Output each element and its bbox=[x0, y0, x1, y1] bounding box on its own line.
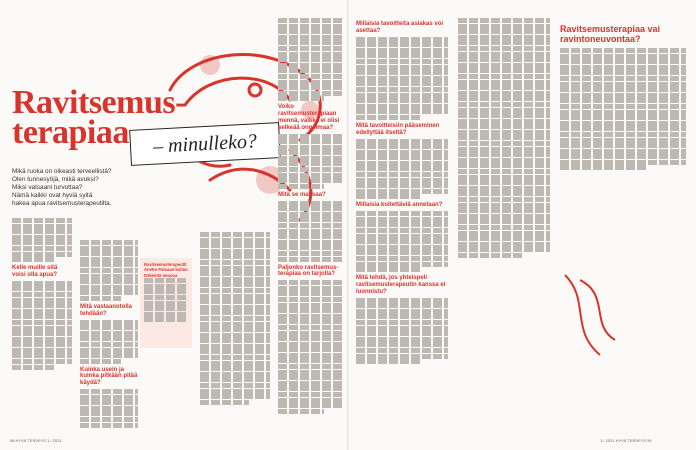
left-column-2 bbox=[80, 240, 138, 428]
intro-questions: Mikä ruoka on oikeasti terveellistä? Olen tunnesyöjä, mikä avuksi? Miksi vatsaani turvottaa? Nämä kaikki ovat hyviä syitä hakea apua ravitsemusterapeutilta. bbox=[12, 168, 112, 207]
subheading: Paljonko ravitsemus-terapiaa on tarjolla? bbox=[278, 264, 339, 278]
sidebar-column bbox=[560, 18, 686, 171]
right-column-1 bbox=[356, 18, 448, 365]
sidebar-title: Ravitsemusterapiaa vai ravintoneuvontaa? bbox=[560, 24, 661, 44]
subheading: Mitä se maksaa? bbox=[278, 191, 326, 198]
subheading: Voiko ravitsemusterapiaan mennä, vaikka ei olisi selkeää ongelmaa? bbox=[278, 104, 340, 131]
right-column-2 bbox=[458, 18, 550, 259]
subheading: Kelle muille sitä voisi olla apua? bbox=[12, 265, 58, 278]
folio-left: 58 HYVÄ TERVEYS 1 / 2021 bbox=[10, 438, 62, 443]
title-banner: – minulleko? bbox=[129, 122, 281, 166]
subheading: Mitä tavoitteisiin pääseminen edellyttää itseltä? bbox=[356, 122, 440, 136]
subheading: Mitä vastaanotolla tehdään? bbox=[80, 303, 133, 317]
subheading: Millaisia koitettäviä annetaan? bbox=[356, 202, 443, 209]
left-column-4 bbox=[278, 18, 344, 414]
subheading: Mitä tehdä, jos yhteispeli ravitsemusterapeutin kanssa ei luonnistu? bbox=[356, 275, 446, 295]
subheading: Kuinka usein ja kuinka pitkään pitää käydä? bbox=[80, 366, 138, 387]
subheading: Millaisia tavoitteita asiakas voi asettaa? bbox=[356, 21, 444, 34]
article-title: Ravitsemus- terapiaa bbox=[12, 84, 186, 151]
decorative-line-art bbox=[560, 270, 620, 360]
tips-box: Ravitsemusterapeutti Anette Paloaan kolme tärkeintä neuvoa bbox=[140, 258, 192, 348]
left-column-3 bbox=[200, 232, 270, 405]
folio-right: 1 / 2021 HYVÄ TERVEYS 59 bbox=[600, 438, 652, 443]
page-gutter bbox=[347, 0, 349, 450]
left-column-1 bbox=[12, 218, 72, 370]
